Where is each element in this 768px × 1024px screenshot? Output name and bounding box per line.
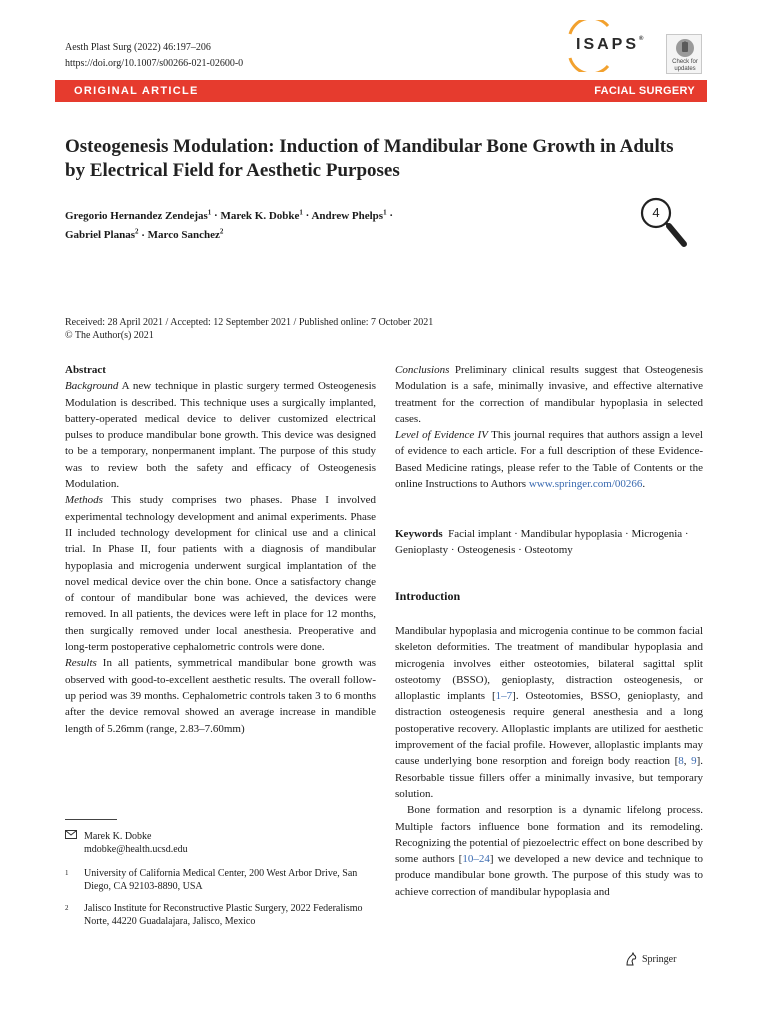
abstract-heading: Abstract	[65, 364, 106, 376]
article-type: ORIGINAL ARTICLE	[74, 85, 199, 97]
springer-link[interactable]: www.springer.com/00266	[528, 478, 643, 491]
isaps-logo-text: ISAPS®	[576, 36, 644, 53]
citation-link[interactable]: 1–7	[495, 690, 513, 703]
footnote-divider	[65, 819, 117, 820]
category-bar	[55, 80, 707, 102]
doi-link[interactable]: https://doi.org/10.1007/s00266-021-02600-0	[65, 58, 244, 69]
citation-link[interactable]: 9	[691, 755, 697, 768]
abstract-background: Background A new technique in plastic surgery termed Osteogenesis Modulation is described. This technique uses a surgically implanted, battery-operated medical device to deliver customized electrical pulses to produce mandibular bone growth. This device was designed to be a temporary, nonpermanent implant. The purpose of this study was to review both the safety and efficacy of Osteogenesis Modulation.	[65, 380, 376, 491]
publication-dates: Received: 28 April 2021 / Accepted: 12 September 2021 / Published online: 7 October 2021 © The Author(s) 2021	[65, 317, 434, 341]
author[interactable]: Andrew Phelps$^1$	[311, 208, 387, 222]
article-section: FACIAL SURGERY	[594, 85, 695, 97]
corresponding-author: Marek K. Dobke	[84, 831, 152, 842]
paragraph: Bone formation and resorption is a dynamic lifelong process. Multiple factors influence bone formation and its remodeling. Recognizing the potential of piezoelectric effect on bone described by some authors [10–24] we developed a new device and technique to produce mandibular bone growth. The purpose of this study was to achieve correction of mandibular hypoplasia and	[395, 804, 703, 898]
check-updates-icon	[674, 38, 696, 58]
abstract-methods: Methods This study comprises two phases. Phase I involved experimental technology development and animal experiments. Phase II included technology development for clinical use and a clinical trial. In Phase II, four patients with a diagnosis of mandibular hypoplasia and microgenia underwent surgical implantation of the novel medical device over the chin bone. Once a satisfactory change of contour of mandibular bone was achieved, the devices were removed. In all patients, the devices were left in place for 12 months, then surgically removed under local anesthesia. Preoperative and long-term postoperative cephalometric controls were done.	[65, 494, 376, 654]
citation-link[interactable]: 10–24	[462, 853, 490, 866]
author[interactable]: Marco Sanchez$^2$	[147, 227, 224, 242]
keywords: Keywords Facial implant · Mandibular hypoplasia · Microgenia · Genioplasty · Osteogenesis · Osteotomy	[395, 528, 689, 556]
abstract-continued	[395, 362, 703, 492]
abstract-level-of-evidence: Level of Evidence IV This journal requires that authors assign a level of evidence to each article. For a full description of these Evidence-Based Medicine ratings, please refer to the Table of Contents or the online Instructions to Authors www.springer.com/00266.	[395, 429, 703, 491]
envelope-icon	[65, 830, 77, 839]
citation-count[interactable]: 4	[652, 205, 660, 220]
article-title: Osteogenesis Modulation: Induction of Mandibular Bone Growth in Adults by Electrical Field for Aesthetic Purposes	[65, 136, 674, 181]
abstract-conclusions: Conclusions Preliminary clinical results suggest that Osteogenesis Modulation is a safe, minimally invasive, and effective alternative treatment for the correction of mandibular hypoplasia in selected cases.	[395, 364, 703, 425]
author[interactable]: Marek K. Dobke$^1$	[220, 208, 303, 222]
introduction-heading: Introduction	[395, 589, 461, 603]
introduction-body	[395, 623, 703, 900]
citation-metrics-icon[interactable]	[622, 194, 702, 254]
corresponding-email[interactable]: mdobke@health.ucsd.edu	[84, 844, 188, 855]
check-for-updates-badge[interactable]: Check for updates	[666, 34, 702, 74]
springer-horse-icon	[624, 952, 638, 966]
author[interactable]: Gregorio Hernandez Zendejas$^1$	[65, 208, 212, 222]
abstract	[65, 362, 376, 737]
citation-link[interactable]: 8	[678, 755, 684, 768]
journal-citation: Aesth Plast Surg (2022) 46:197–206	[65, 42, 211, 53]
springer-logo: Springer	[624, 952, 676, 966]
author[interactable]: Gabriel Planas$^2$	[65, 227, 139, 242]
paragraph: Mandibular hypoplasia and microgenia continue to be common facial skeleton deformities. The treatment of mandibular hypoplasia and microgenia involves either osteotomies, bilateral sagittal split osteotomy (BSSO), genioplasty, distraction osteogenesis, or alloplastic implants [1–7]. Osteotomies, BSSO, genioplasty, and distraction osteogenesis require general anesthesia and a long postoperative recovery. Alloplastic implants are utilized for aesthetic improvement of the facial profile. However, alloplastic implants may cause underlying bone resorption and foreign body reaction [8, 9]. Resorbable tissue fillers offer a minimally invasive, but temporary solution.	[395, 625, 703, 800]
journal-meta	[65, 40, 243, 72]
abstract-results: Results In all patients, symmetrical mandibular bone growth was observed with good-to-excellent aesthetic results. The overall follow-up period was 39 months. Cephalometric controls taken 3 to 6 months after the device removal showed an average increase in mandible length of 5.26mm (range, 2.83–7.60mm)	[65, 657, 376, 735]
author-list: Gregorio Hernandez Zendejas$^1$ · Marek K. Dobke$^1$ · Andrew Phelps$^1$ · Gabriel Planas$^2$ · Marco Sanchez$^2$	[65, 208, 393, 242]
